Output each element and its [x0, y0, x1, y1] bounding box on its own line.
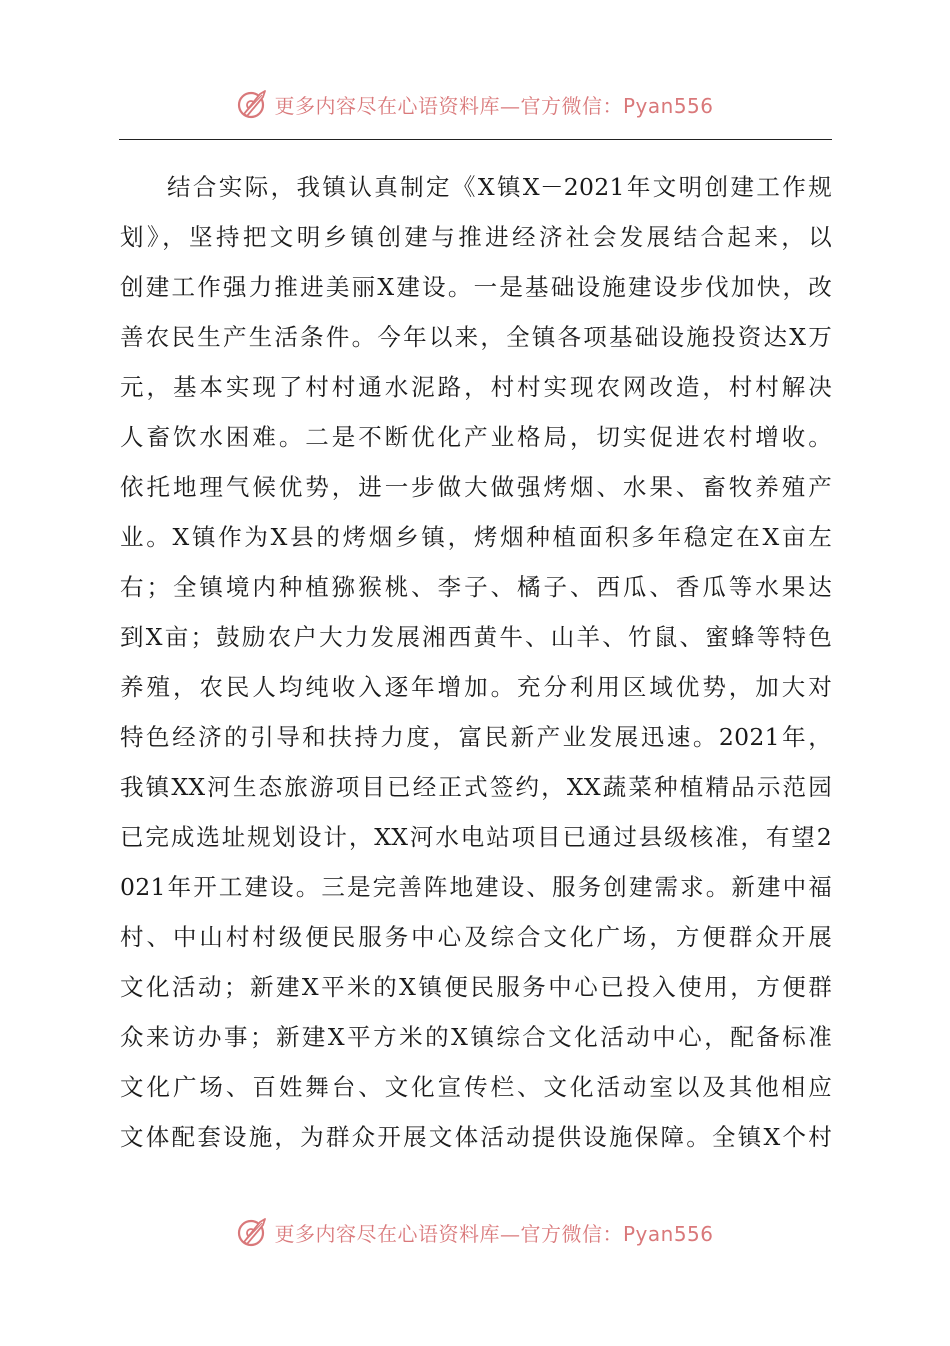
body-paragraph — [120, 162, 832, 1162]
text-line: 依托地理气候优势，进一步做大做强烤烟、水果、畜牧养殖产 — [120, 473, 832, 501]
text-line: 业。X镇作为X县的烤烟乡镇，烤烟种植面积多年稳定在X亩左 — [120, 523, 832, 551]
text-line: 结合实际，我镇认真制定《X镇X－2021年文明创建工作规 — [167, 173, 832, 201]
text-line: 右；全镇境内种植猕猴桃、李子、橘子、西瓜、香瓜等水果达 — [120, 573, 832, 601]
text-line: 我镇XX河生态旅游项目已经正式签约，XX蔬菜种植精品示范园 — [120, 773, 832, 801]
text-line: 文化广场、百姓舞台、文化宣传栏、文化活动室以及其他相应 — [120, 1073, 832, 1101]
text-line: 特色经济的引导和扶持力度，富民新产业发展迅速。2021年， — [120, 723, 832, 751]
text-line: 021年开工建设。三是完善阵地建设、服务创建需求。新建中福 — [120, 873, 832, 901]
text-line: 创建工作强力推进美丽X建设。一是基础设施建设步伐加快，改 — [120, 273, 832, 301]
text-line: 到X亩；鼓励农户大力发展湘西黄牛、山羊、竹鼠、蜜蜂等特色 — [120, 623, 832, 651]
pen-logo-icon — [236, 1215, 270, 1249]
text-line: 养殖，农民人均纯收入逐年增加。充分利用区域优势，加大对 — [120, 673, 832, 701]
text-line: 元，基本实现了村村通水泥路，村村实现农网改造，村村解决 — [120, 373, 832, 401]
text-line: 已完成选址规划设计，XX河水电站项目已通过县级核准，有望2 — [120, 823, 832, 851]
header-watermark — [0, 84, 950, 124]
footer-watermark — [0, 1212, 950, 1252]
pen-logo-icon — [236, 87, 270, 121]
text-line: 文化活动；新建X平米的X镇便民服务中心已投入使用，方便群 — [120, 973, 832, 1001]
text-line: 划》，坚持把文明乡镇创建与推进经济社会发展结合起来，以 — [120, 223, 832, 251]
watermark-text: 更多内容尽在心语资料库—官方微信：Pyan556 — [274, 93, 714, 118]
wechat-id: Pyan556 — [622, 1221, 714, 1246]
text-line: 村、中山村村级便民服务中心及综合文化广场，方便群众开展 — [120, 923, 832, 951]
text-line: 人畜饮水困难。二是不断优化产业格局，切实促进农村增收。 — [120, 423, 832, 451]
text-line: 文体配套设施，为群众开展文体活动提供设施保障。全镇X个村 — [120, 1123, 832, 1151]
header-divider — [119, 139, 832, 140]
wechat-id: Pyan556 — [622, 93, 714, 118]
text-line: 众来访办事；新建X平方米的X镇综合文化活动中心，配备标准 — [120, 1023, 832, 1051]
watermark-text: 更多内容尽在心语资料库—官方微信：Pyan556 — [274, 1221, 714, 1246]
text-line: 善农民生产生活条件。今年以来，全镇各项基础设施投资达X万 — [120, 323, 832, 351]
